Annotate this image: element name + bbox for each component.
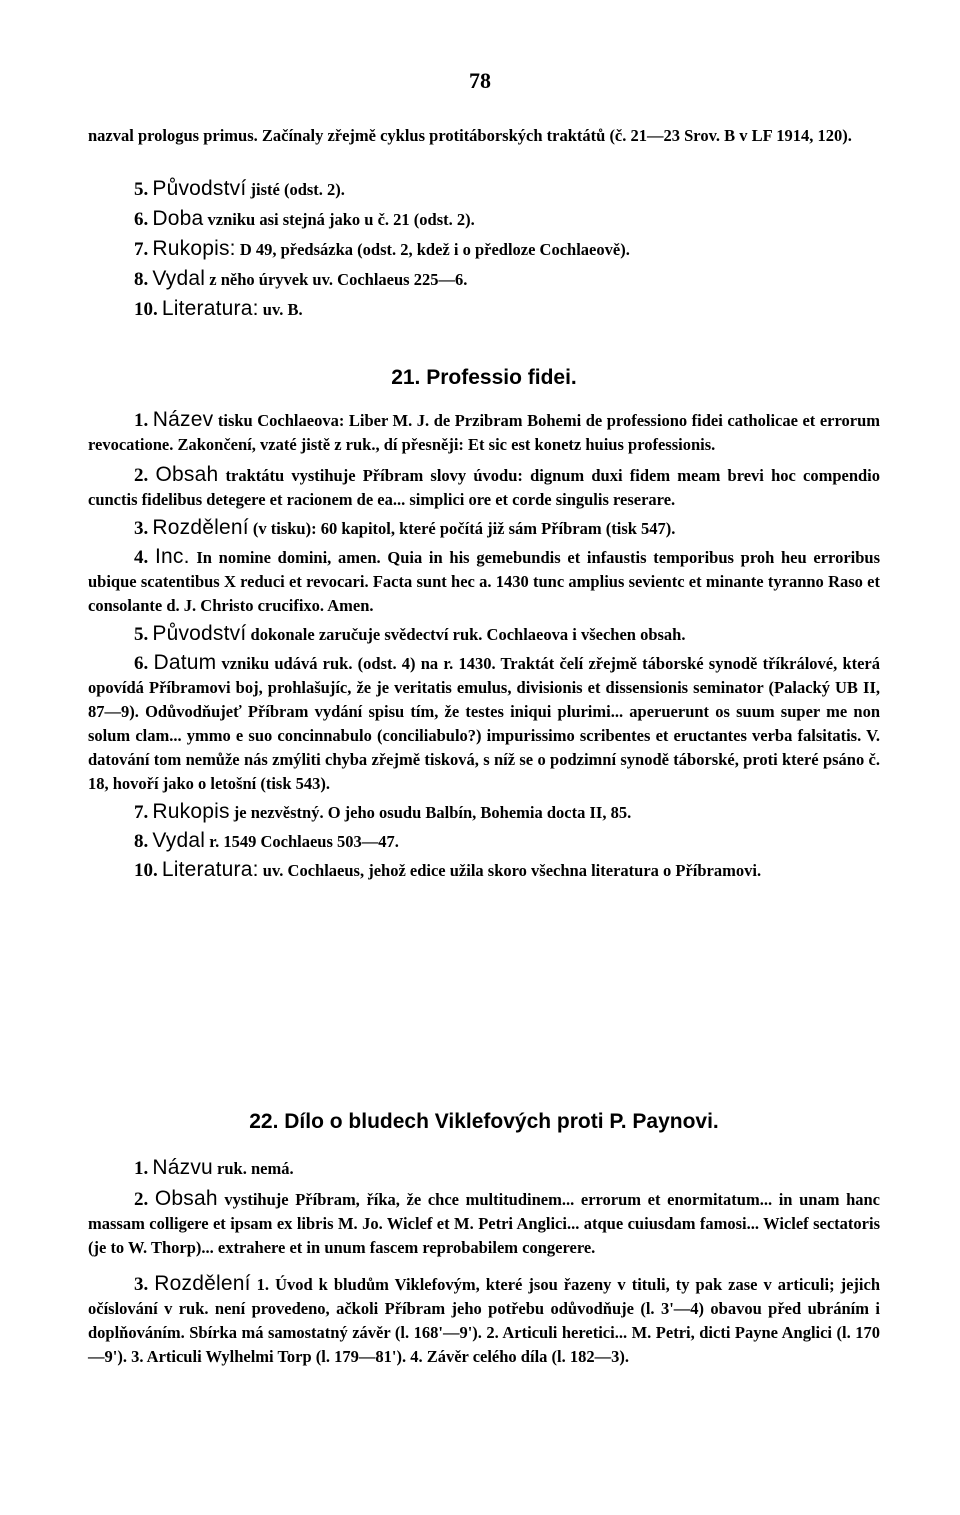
- s21-item-2: 2. Obsah traktátu vystihuje Příbram slovy úvodu: dignum duxi fidem meam brevi hoc compendio cunctis fidelibus detegere et racionem de ea... simplici ore et corde singulis reserare.: [88, 463, 881, 509]
- s21-item-7: 7. Rukopis je nezvěstný. O jeho osudu Balbín, Bohemia docta II, 85.: [134, 800, 632, 823]
- s22-item-3: 3. Rozdělení 1. Úvod k bludům Viklefovým, které jsou řazeny v tituli, ty pak zase v articuli; jejich očíslování v ruk. není provedeno, ačkoli Příbram jeho potřebu odůvodňuje (l. 3'—4) obavou před ubráním i doplňováním. Sbírka má samostatný závěr (l. 168'—9'). 2. Articuli heretici... M. Petri, dicti Payne Anglici (l. 170—9'). 3. Articuli Wylhelmi Torp (l. 179—81'). 4. Závěr celého díla (l. 182—3).: [88, 1272, 880, 1366]
- s20-item-8: 8. Vydal z něho úryvek uv. Cochlaeus 225—6.: [134, 267, 468, 290]
- section-20-items: [88, 174, 880, 324]
- s20-item-7: 7. Rukopis: D 49, předsázka (odst. 2, kdež i o předloze Cochlaeově).: [134, 237, 630, 260]
- s21-item-4: 4. Inc. In nomine domini, amen. Quia in his gemebundis et infaustis temporibus proh heu erroribus ubique scatentibus X reduci et revocari. Facta sunt hec a. 1430 tunc amplius sevientc et minante tyranno Raso et consolante d. J. Christo crucifixo. Amen.: [88, 545, 881, 615]
- s21-item-8: 8. Vydal r. 1549 Cochlaeus 503—47.: [134, 829, 399, 852]
- s21-item-5: 5. Původství dokonale zaručuje svědectví ruk. Cochlaeova i všechen obsah.: [134, 622, 686, 645]
- section-21-title: 21. Professio fidei.: [391, 366, 577, 389]
- s20-item-5: 5. Původství jisté (odst. 2).: [134, 177, 345, 200]
- s20-item-10: 10. Literatura: uv. B.: [134, 297, 303, 320]
- s21-item-10: 10. Literatura: uv. Cochlaeus, jehož edice užila skoro všechna literatura o Příbramovi.: [134, 858, 762, 881]
- section-22-title: 22. Dílo o bludech Viklefových proti P. Paynovi.: [249, 1110, 719, 1133]
- intro-text: nazval prologus primus. Začínaly zřejmě cyklus protitáborských traktátů (č. 21—23 Srov. B v LF 1914, 120).: [88, 126, 852, 145]
- s20-item-6: 6. Doba vzniku asi stejná jako u č. 21 (odst. 2).: [134, 207, 475, 230]
- section-22: [88, 1110, 880, 1369]
- s21-item-3: 3. Rozdělení (v tisku): 60 kapitol, které počítá již sám Příbram (tisk 547).: [134, 516, 676, 539]
- s21-item-1: 1. Název tisku Cochlaeova: Liber M. J. de Przibram Bohemi de professiono fidei catholicae et errorum revocatione. Zakončení, vzaté jistě z ruk., dí přesněji: Et sic est konetz huius professionis.: [88, 408, 880, 454]
- section-21: [88, 366, 880, 883]
- s22-item-1: 1. Názvu ruk. nemá.: [134, 1156, 294, 1179]
- s22-item-2: 2. Obsah vystihuje Příbram, říka, že chce multitudinem... errorum et enormitatum... in unam hanc massam colligere et ipsam ex libris M. Jo. Wiclef et M. Petri Anglici... atque cuiusdam famosi... Wiclef sectatoris (je to W. Thorp)... extrahere et in unum fascem reprobabilem congerere.: [88, 1187, 881, 1257]
- page-number: 78: [469, 68, 491, 93]
- s21-item-6: 6. Datum vzniku udává ruk. (odst. 4) na r. 1430. Traktát čelí zřejmě táborské synodě tříkrálové, která opovídá Příbramovi boj, prohlašujíc, že je veritatis emulus, divisionis et dissensionis seminator (Palacký UB II, 87—9). Odůvodňujeť Příbram vydání spisu tím, že testes iniqui plurimi... aperuerunt os suum super me non solum clam... ymmo e suo concinnabulo (conciliabulo?) impurissimo scribentes et eructantes verba falsitatis. V. datování tom nemůže nás zmýliti chyba zřejmě tisková, s níž se o podzimní synodě táborské, proti které psáno č. 18, hovoří jako o letošní (tisk 543).: [88, 651, 881, 793]
- intro-block: [88, 124, 880, 148]
